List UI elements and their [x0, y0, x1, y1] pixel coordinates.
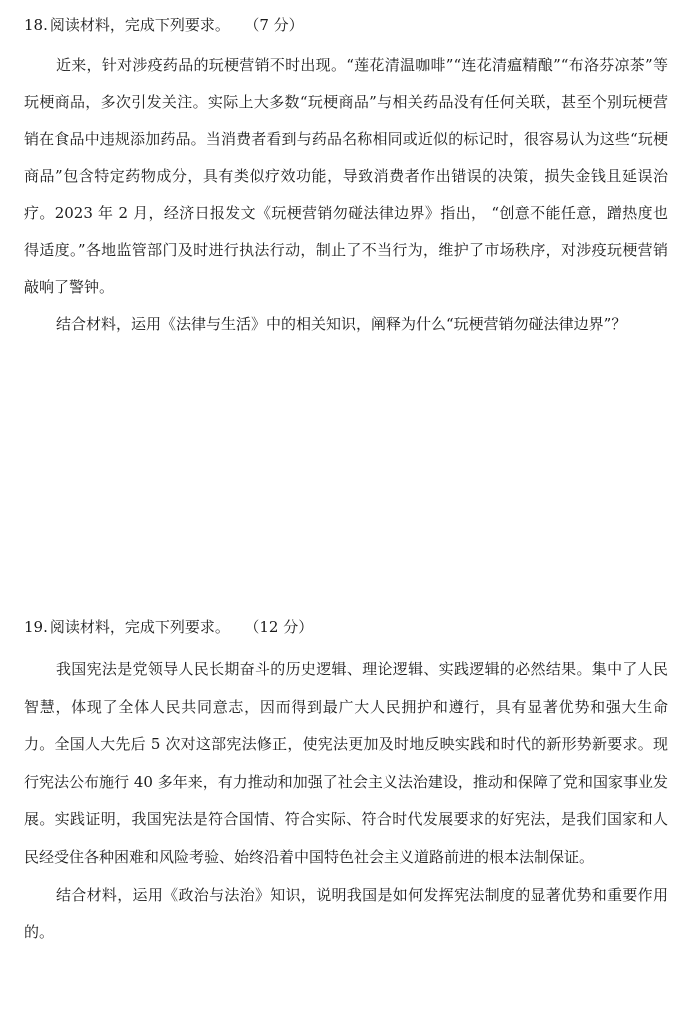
question-18 [24, 10, 668, 343]
question-19-number: 19. [24, 618, 48, 636]
question-19-points: （12 分） [251, 618, 314, 636]
question-18-number: 18. [24, 16, 48, 34]
question-18-points: （7 分） [251, 16, 304, 34]
question-19 [24, 612, 668, 952]
question-18-material: 近来，针对涉疫药品的玩梗营销不时出现。“莲花清温咖啡”“连花清瘟精酿”“布洛芬凉茶”等玩梗商品，多次引发关注。实际上大多数“玩梗商品”与相关药品没有任何关联，甚至个别玩梗营销在食品中违规添加药品。当消费者看到与药品名称相同或近似的标记时，很容易认为这些“玩梗商品”包含特定药物成分，具有类似疗效功能，导致消费者作出错误的决策，损失金钱且延误治疗。2023 年 2 月，经济日报发文《玩梗营销勿碰法律边界》指出， “创意不能任意，蹭热度也得适度。”各地监管部门及时进行执法行动，制止了不当行为，维护了市场秩序，对涉疫玩梗营销敲响了警钟。 [24, 56, 668, 296]
question-19-prompt: 结合材料，运用《政治与法治》知识，说明我国是如何发挥宪法制度的显著优势和重要作用的。 [24, 885, 668, 942]
question-18-instruction: 阅读材料，完成下列要求。 [49, 16, 230, 34]
question-18-prompt: 结合材料，运用《法律与生活》中的相关知识，阐释为什么“玩梗营销勿碰法律边界”？ [56, 315, 627, 333]
question-18-header [24, 10, 668, 40]
question-19-instruction: 阅读材料，完成下列要求。 [49, 618, 230, 636]
question-19-material: 我国宪法是党领导人民长期奋斗的历史逻辑、理论逻辑、实践逻辑的必然结果。集中了人民智慧，体现了全体人民共同意志，因而得到最广大人民拥护和遵行，具有显著优势和强大生命力。全国人大先后 5 次对这部宪法修正，使宪法更加及时地反映实践和时代的新形势新要求。现行宪法公布施行 40 多年来，有力推动和加强了社会主义法治建设，推动和保障了党和国家事业发展。实践证明，我国宪法是符合国情、符合实际、符合时代发展要求的好宪法，是我们国家和人民经受住各种困难和风险考验、始终沿着中国特色社会主义道路前进的根本法制保证。 [24, 660, 668, 866]
question-19-header [24, 612, 668, 642]
